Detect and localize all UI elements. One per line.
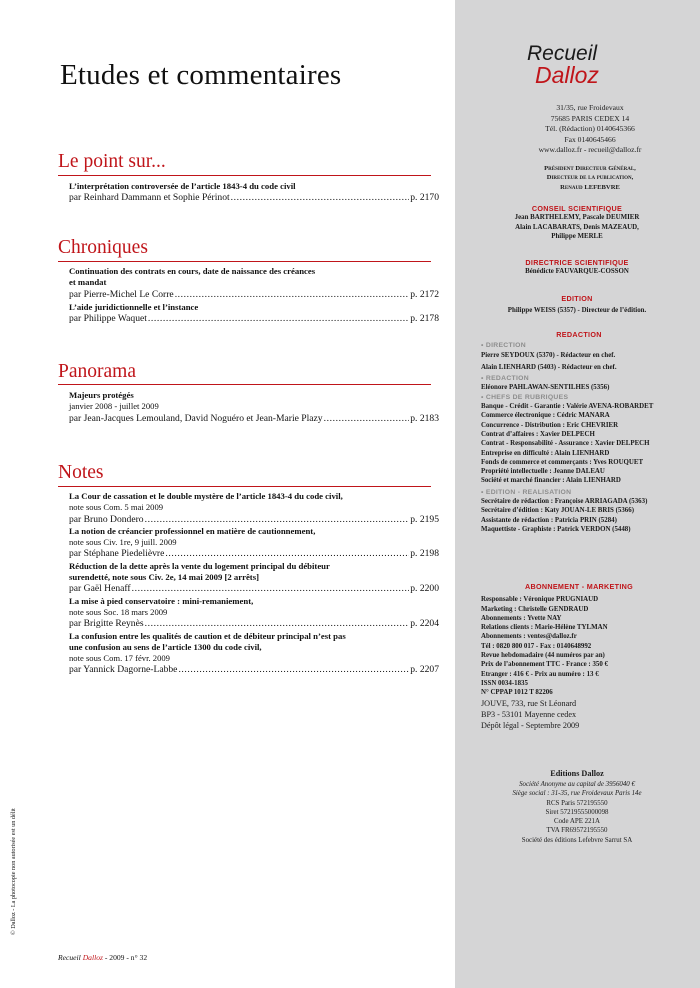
- toc-entry[interactable]: [69, 390, 439, 424]
- entry-author: par Jean-Jacques Lemouland, David Noguéro et Jean-Marie Plazy: [69, 412, 323, 424]
- leader-dots: [145, 514, 410, 525]
- directrice-heading: DIRECTRICE SCIENTIFIQUE: [525, 258, 629, 267]
- leader-dots: [132, 583, 410, 594]
- toc-entry[interactable]: [69, 596, 439, 630]
- entry-subtitle: note sous Com. 17 févr. 2009: [69, 653, 170, 664]
- toc-entry[interactable]: [69, 561, 439, 595]
- chef-line: Entreprise en difficulté : Alain LIENHARD: [481, 449, 610, 457]
- direction-label: • DIRECTION: [481, 342, 526, 350]
- entry-title: L’interprétation controversée de l’article 1843-4 du code civil: [69, 181, 296, 191]
- entry-title: Réduction de la dette après la vente du logement principal du débiteur: [69, 560, 330, 571]
- conseil-member: Alain LACABARATS, Denis MAZEAUD,: [515, 223, 639, 231]
- chef-line: Propriété intellectuelle : Jeanne DALEAU: [481, 468, 605, 476]
- staff-line: Maquettiste - Graphiste : Patrick VERDON (5448): [481, 525, 631, 533]
- entry-title: Continuation des contrats en cours, date de naissance des créances: [69, 266, 316, 276]
- section-entries-notes: [69, 491, 439, 676]
- entry-page: p. 2170: [410, 192, 439, 204]
- section-entries-panorama: [69, 390, 439, 424]
- conseil-scientifique-block: [477, 204, 677, 241]
- redaction-label: • REDACTION: [481, 375, 529, 383]
- pdg-name: Renaud LEFEBVRE: [560, 183, 620, 191]
- staff-line: Secrétaire d’édition : Katy JOUAN-LE BRIS (5366): [481, 507, 634, 515]
- address-line: 75685 PARIS CEDEX 14: [550, 113, 630, 123]
- chef-line: Contrat - Responsabilité - Assurance : Xavier DELPECH: [481, 440, 650, 448]
- chef-line: Contrat d’affaires : Xavier DELPECH: [481, 430, 595, 438]
- redaction-block: [481, 330, 681, 534]
- entry-page: p. 2200: [410, 583, 439, 595]
- address-line: 31/35, rue Froidevaux: [556, 103, 624, 112]
- conseil-member: Philippe MERLE: [551, 232, 603, 240]
- redaction-line: Eléonore PAHLAWAN-SENTILHES (5356): [481, 384, 610, 392]
- entry-title-cont: une confusion au sens de l’article 1300 du code civil,: [69, 641, 262, 652]
- toc-entry[interactable]: [69, 181, 439, 204]
- toc-entry[interactable]: [69, 302, 439, 325]
- section-divider: [58, 175, 431, 176]
- printer-line: JOUVE, 733, rue St Léonard: [481, 698, 577, 708]
- entry-title: La mise à pied conservatoire : mini-remaniement,: [69, 595, 254, 606]
- entry-subtitle: janvier 2008 - juillet 2009: [69, 401, 159, 412]
- logo-line-dalloz: Dalloz: [535, 62, 599, 88]
- entry-page: p. 2204: [410, 618, 439, 630]
- entry-author: par Stéphane Piedelièvre: [69, 548, 165, 560]
- pdg-line: Directeur de la publication,: [546, 174, 634, 182]
- directrice-name: Bénédicte FAUVARQUE-COSSON: [525, 268, 629, 276]
- abonnement-line: Prix de l’abonnement TTC - France : 350 €: [481, 661, 608, 669]
- editions-line: TVA FR69572195550: [546, 827, 608, 835]
- director-line: Alain LIENHARD (5403) - Rédacteur en chef.: [481, 363, 617, 371]
- page-title: Etudes et commentaires: [60, 59, 342, 91]
- editions-dalloz-block: [477, 768, 677, 845]
- entry-page: p. 2183: [410, 412, 439, 424]
- abonnement-line: Abonnements : Yvette NAY: [481, 614, 562, 622]
- edition-heading: EDITION: [561, 294, 593, 303]
- entry-title: La confusion entre les qualités de caution et de débiteur principal n’est pas: [69, 630, 346, 641]
- section-entries-le-point-sur: [69, 181, 439, 204]
- entry-author: par Pierre-Michel Le Corre: [69, 288, 174, 300]
- cppap-line: N° CPPAP 1012 T 82206: [481, 689, 553, 697]
- leader-dots: [145, 618, 410, 629]
- editions-line: Société des éditions Lefebvre Sarrut SA: [521, 836, 633, 844]
- entry-page: p. 2198: [410, 548, 439, 560]
- section-title-le-point-sur: Le point sur...: [58, 151, 166, 172]
- section-title-chroniques: Chroniques: [58, 237, 148, 258]
- staff-line: Assistante de rédaction : Patricia PRIN (5284): [481, 516, 617, 524]
- entry-title-cont: et mandat: [69, 277, 107, 288]
- toc-entry[interactable]: [69, 491, 439, 525]
- entry-page: p. 2172: [410, 288, 439, 300]
- chef-line: Fonds de commerce et commerçants : Yves ROUQUET: [481, 458, 644, 466]
- pdg-line: Président Directeur Général,: [544, 165, 636, 172]
- abonnement-line: Etranger : 416 € - Prix au numéro : 13 €: [481, 670, 599, 678]
- conseil-heading: CONSEIL SCIENTIFIQUE: [531, 204, 623, 213]
- entry-author: par Brigitte Reynès: [69, 618, 144, 630]
- leader-dots: [165, 548, 409, 559]
- abonnement-line: Tél : 0820 800 017 - Fax : 0140648992: [481, 642, 592, 650]
- edition-block: [477, 294, 677, 316]
- abonnement-line: Relations clients : Marie-Hélène TYLMAN: [481, 624, 608, 632]
- page-footer: [58, 953, 147, 962]
- chef-line: Société et marché financier : Alain LIENHARD: [481, 477, 621, 485]
- section-entries-chroniques: [69, 266, 439, 324]
- section-divider: [58, 486, 431, 487]
- conseil-member: Jean BARTHELEMY, Pascale DEUMIER: [514, 214, 640, 222]
- leader-dots: [324, 413, 410, 424]
- entry-author: par Bruno Dondero: [69, 513, 144, 525]
- chef-line: Banque - Crédit - Garantie : Valérie AVENA-ROBARDET: [481, 403, 654, 411]
- editions-line: Siret 57219555000098: [545, 808, 609, 816]
- masthead-sidebar: [455, 0, 700, 988]
- abonnement-email[interactable]: Abonnements : ventes@dalloz.fr: [481, 633, 577, 641]
- abonnement-line: Marketing : Christelle GENDRAUD: [481, 605, 589, 613]
- directrice-block: [477, 258, 677, 277]
- copyright-vertical-note: © Dalloz - La photocopie non autorisée est un délit: [10, 808, 17, 935]
- section-divider: [58, 261, 431, 262]
- publisher-address: [495, 103, 685, 156]
- chefs-label: • CHEFS DE RUBRIQUES: [481, 393, 569, 401]
- leader-dots: [178, 664, 409, 675]
- abonnement-line: Responsable : Véronique PRUGNIAUD: [481, 596, 599, 604]
- abonnement-heading: ABONNEMENT - MARKETING: [524, 582, 634, 591]
- entry-author: par Gaël Henaff: [69, 583, 131, 595]
- toc-entry[interactable]: [69, 266, 439, 300]
- abonnement-block: [481, 582, 681, 731]
- chef-line: Concurrence - Distribution : Eric CHEVRIER: [481, 421, 619, 429]
- redaction-heading: REDACTION: [556, 330, 602, 339]
- director-line: Pierre SEYDOUX (5370) - Rédacteur en chef.: [481, 351, 616, 359]
- entry-subtitle: note sous Civ. 1re, 9 juill. 2009: [69, 537, 177, 548]
- logo-line-recueil: Recueil: [527, 42, 598, 65]
- editions-line: Siège social : 31-35, rue Froidevaux Paris 14e: [512, 790, 642, 798]
- entry-author: par Philippe Waquet: [69, 313, 147, 325]
- entry-title: Majeurs protégés: [69, 390, 134, 400]
- entry-subtitle: note sous Soc. 18 mars 2009: [69, 606, 168, 617]
- footer-issue: - 2009 - n° 32: [102, 953, 148, 962]
- edition-director: Philippe WEISS (5357) - Directeur de l’édition.: [507, 307, 647, 315]
- depot-legal-line: Dépôt légal - Septembre 2009: [481, 720, 580, 730]
- leader-dots: [175, 289, 410, 300]
- chef-line: Commerce électronique : Cédric MANARA: [481, 412, 610, 420]
- toc-entry[interactable]: [69, 526, 439, 560]
- publication-director: [495, 164, 685, 192]
- entry-author: par Yannick Dagorne-Labbe: [69, 664, 178, 676]
- entry-subtitle: note sous Com. 5 mai 2009: [69, 502, 164, 513]
- entry-page: p. 2178: [410, 313, 439, 325]
- footer-recueil: Recueil: [58, 953, 81, 962]
- abonnement-line: Revue hebdomadaire (44 numéros par an): [481, 652, 605, 660]
- entry-title: L’aide juridictionnelle et l’instance: [69, 301, 199, 312]
- web-email-line[interactable]: www.dalloz.fr - recueil@dalloz.fr: [538, 145, 642, 155]
- leader-dots: [231, 192, 410, 203]
- entry-author: par Reinhard Dammann et Sophie Périnot: [69, 192, 230, 204]
- section-divider: [58, 384, 431, 385]
- leader-dots: [148, 313, 409, 324]
- fax-line: Fax 0140645466: [564, 134, 616, 144]
- entry-title: La Cour de cassation et le double mystère de l’article 1843-4 du code civil,: [69, 491, 343, 501]
- issn-line: ISSN 0034-1835: [481, 679, 528, 687]
- entry-page: p. 2195: [410, 513, 439, 525]
- toc-entry[interactable]: [69, 631, 439, 676]
- editions-heading: Editions Dalloz: [550, 769, 604, 778]
- entry-title: La notion de créancier professionnel en matière de cautionnement,: [69, 525, 316, 536]
- printer-line: BP3 - 53101 Mayenne cedex: [481, 709, 577, 719]
- entry-page: p. 2207: [410, 664, 439, 676]
- edition-realisation-label: • EDITION - REALISATION: [481, 488, 572, 496]
- footer-dalloz: Dalloz: [82, 953, 103, 962]
- editions-line: Code APE 221A: [554, 818, 600, 826]
- section-title-panorama: Panorama: [58, 361, 136, 382]
- section-title-notes: Notes: [58, 462, 104, 483]
- staff-line: Secrétaire de rédaction : Françoise ARRIAGADA (5363): [481, 498, 648, 506]
- editions-line: RCS Paris 572195550: [546, 799, 608, 807]
- entry-title-cont: surendetté, note sous Civ. 2e, 14 mai 2009 [2 arrêts]: [69, 572, 259, 583]
- editions-line: Société Anonyme au capital de 3956040 €: [519, 781, 635, 788]
- phone-line: Tél. (Rédaction) 0140645366: [545, 124, 635, 134]
- recueil-dalloz-logo: [527, 44, 687, 86]
